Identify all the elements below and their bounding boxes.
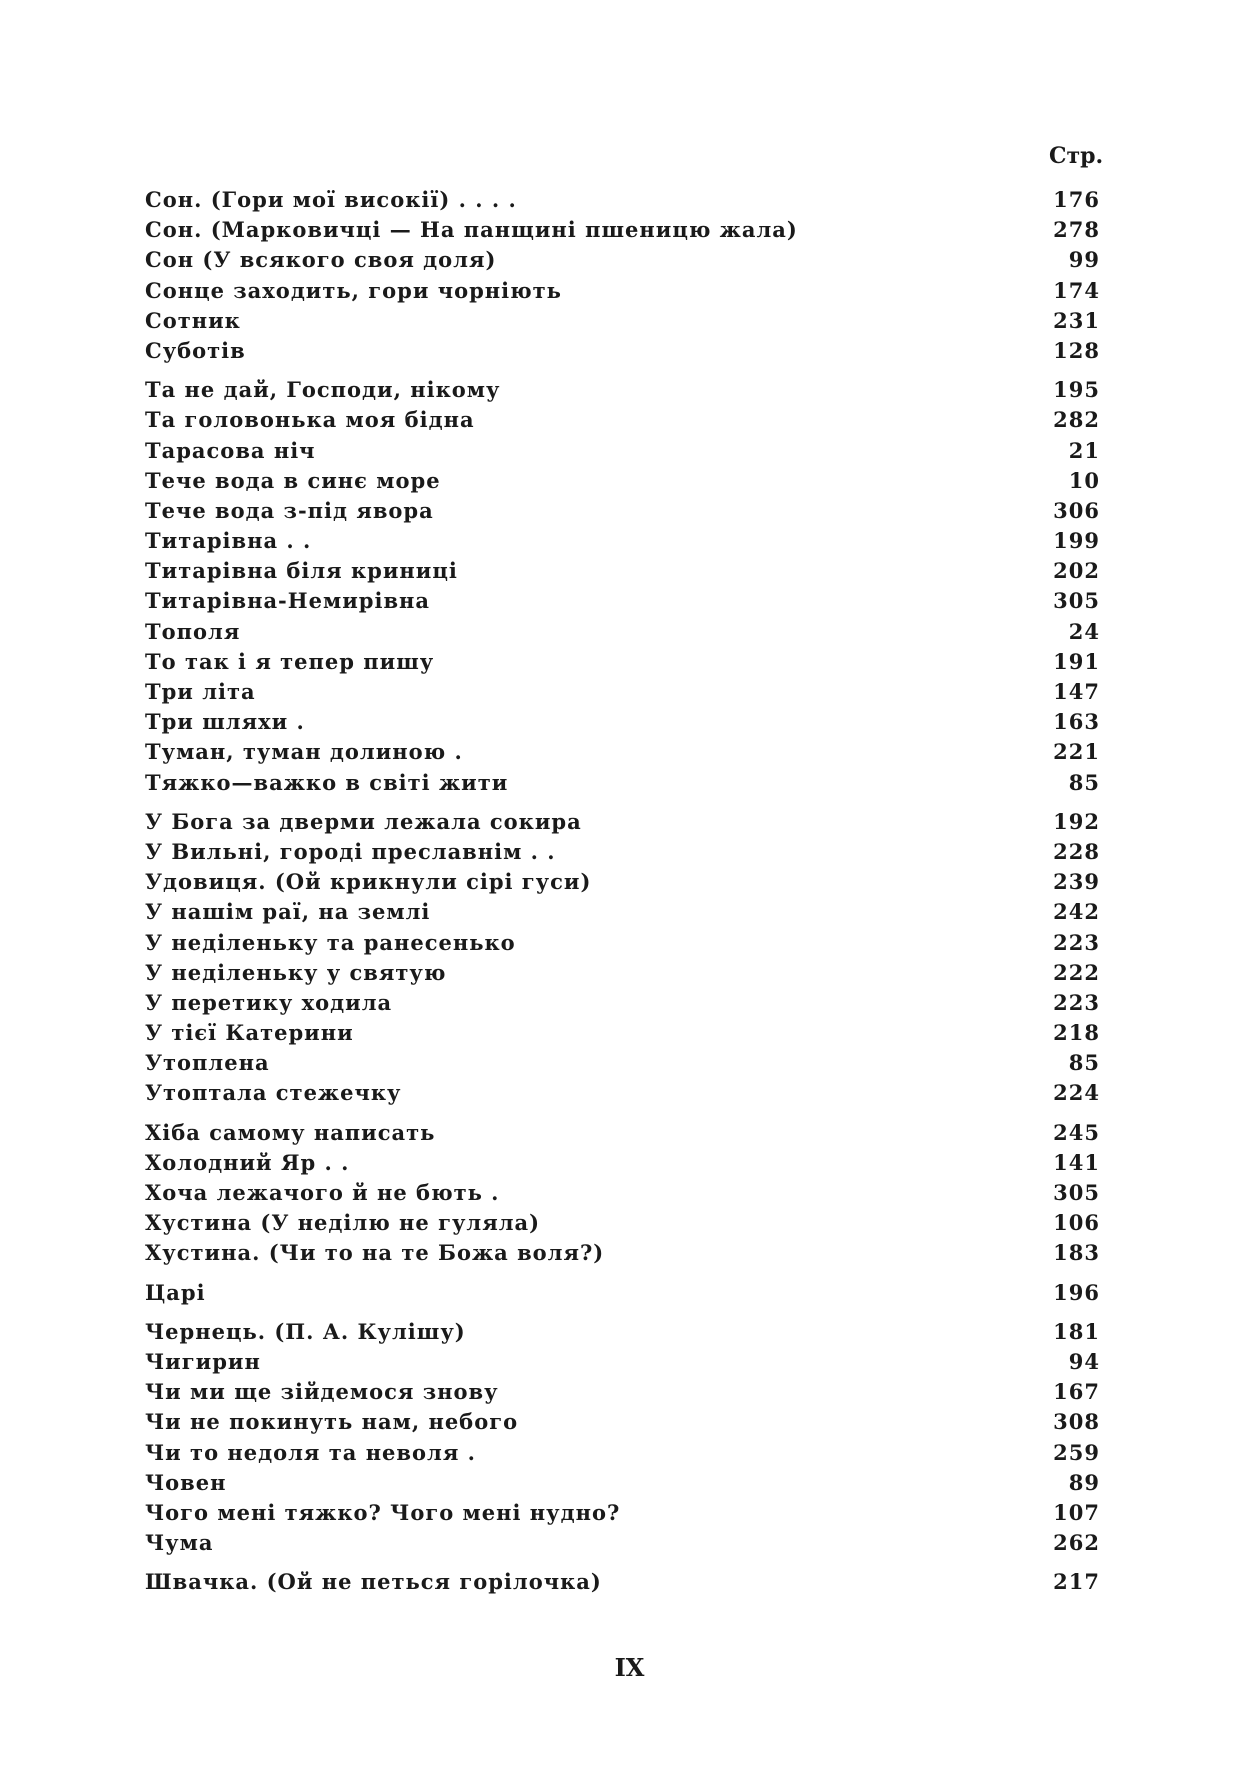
entry-page: 141 [1053,1149,1100,1175]
entry-page: 308 [1053,1409,1100,1435]
entry-page: 305 [1053,588,1100,614]
toc-entry [145,1567,1100,1597]
toc-entry [145,306,1100,336]
entry-title: Сотник [145,307,241,333]
entry-title: Чи то недоля та неволя . [145,1439,476,1465]
entry-page: 199 [1053,528,1100,554]
entry-page: 217 [1053,1569,1100,1595]
toc-entry [145,1347,1100,1377]
toc-entry [145,375,1100,405]
entry-title: Титарівна . . [145,528,312,554]
toc-entry [145,1528,1100,1558]
entry-page: 195 [1053,377,1100,403]
entry-title: У нашім раї, на землі [145,899,431,925]
entry-title: Тече вода з-під явора [145,497,434,523]
entry-title: Туман, туман долиною . [145,739,463,765]
entry-page: 282 [1053,407,1100,433]
toc-entry [145,677,1100,707]
entry-page: 176 [1053,187,1100,212]
entry-title: Титарівна-Немирівна [145,588,431,614]
entry-title: Хіба самому написать [145,1119,436,1145]
entry-page: 305 [1053,1180,1100,1205]
entry-page: 147 [1053,679,1100,704]
entry-title: У Вильні, городі преславнім . . [145,838,556,864]
toc-entry [145,1278,1100,1308]
entry-page: 222 [1053,959,1100,985]
toc-entry [145,647,1100,677]
entry-page: 89 [1068,1469,1100,1495]
entry-title: Титарівна біля криниці [145,558,458,584]
entry-title: Сонце заходить, гори чорніють [145,277,562,303]
entry-title: Чи не покинуть нам, небого [145,1409,519,1435]
toc-entry [145,556,1100,586]
entry-title: Тече вода в синє море [145,467,441,493]
entry-page: 99 [1068,247,1100,273]
entry-page: 106 [1053,1210,1100,1236]
entry-page: 10 [1068,467,1100,493]
toc-entry [145,1048,1100,1078]
toc-entry [145,1438,1100,1468]
page-column-header: Стр. [1049,143,1104,169]
entry-page: 191 [1053,648,1100,674]
entry-page: 192 [1053,808,1100,834]
toc-entry [145,867,1100,897]
toc-entry [145,185,1100,215]
page-number: IX [614,1653,645,1682]
entry-page: 85 [1068,769,1100,795]
entry-page: 221 [1053,739,1100,765]
entry-title: Та головонька моя бідна [145,407,475,433]
toc-entry [145,768,1100,798]
toc-entry [145,405,1100,435]
toc-entry [145,336,1100,366]
entry-page: 174 [1053,277,1100,303]
entry-title: Чернець. (П. А. Кулішу) [145,1318,466,1344]
entry-title: Три шляхи . [145,709,305,735]
entry-page: 196 [1053,1279,1100,1305]
entry-title: Утоптала стежечку [145,1080,402,1106]
entry-title: Тяжко—важко в світі жити [145,769,509,795]
toc-entry [145,928,1100,958]
entry-title: Хоча лежачого й не бють . [145,1180,500,1205]
entry-page: 278 [1053,217,1100,243]
entry-title: У перетику ходила [145,989,393,1015]
entry-title: Тополя [145,618,241,644]
toc-entry [145,837,1100,867]
toc-entry [145,1118,1100,1148]
entry-page: 306 [1053,497,1100,523]
entry-page: 24 [1068,618,1100,644]
entry-title: Три літа [145,679,256,704]
entry-title: Сон. (Гори мої високії) . . . . [145,187,517,212]
entry-title: У Бога за дверми лежала сокира [145,808,582,834]
entry-title: То так і я тепер пишу [145,648,435,674]
entry-title: Човен [145,1469,227,1495]
entry-title: Тарасова ніч [145,437,316,463]
entry-page: 224 [1053,1080,1100,1106]
entry-page: 128 [1053,337,1100,363]
entry-page: 181 [1053,1318,1100,1344]
entry-title: Чума [145,1530,214,1556]
entry-page: 239 [1053,869,1100,895]
entry-title: Чого мені тяжко? Чого мені нудно? [145,1499,621,1525]
entry-title: Утоплена [145,1050,270,1076]
entry-page: 223 [1053,929,1100,955]
entry-title: Сон. (Марковичці — На панщині пшеницю жала) [145,217,798,243]
toc-entry [145,245,1100,275]
entry-page: 183 [1053,1240,1100,1266]
toc-entry [145,526,1100,556]
entry-page: 245 [1053,1119,1100,1145]
toc-entry [145,436,1100,466]
entry-title: У тієї Катерини [145,1020,354,1046]
entry-title: Хустина. (Чи то на те Божа воля?) [145,1240,605,1266]
toc-entry [145,617,1100,647]
toc-entry [145,586,1100,616]
entry-title: Холодний Яр . . [145,1149,350,1175]
toc-entry [145,1468,1100,1498]
table-of-contents [145,185,1100,1597]
entry-page: 94 [1068,1348,1100,1374]
entry-page: 21 [1068,437,1100,463]
toc-entry [145,1078,1100,1108]
entry-page: 167 [1053,1379,1100,1405]
entry-title: У неділеньку у святую [145,959,447,985]
entry-title: Швачка. (Ой не петься горілочка) [145,1569,602,1595]
toc-entry [145,1317,1100,1347]
entry-page: 107 [1053,1499,1100,1525]
entry-page: 163 [1053,709,1100,735]
entry-title: Удовиця. (Ой крикнули сірі гуси) [145,869,592,895]
toc-entry [145,897,1100,927]
toc-entry [145,1407,1100,1437]
entry-page: 223 [1053,989,1100,1015]
entry-title: У неділеньку та ранесенько [145,929,516,955]
toc-entry [145,958,1100,988]
entry-page: 231 [1053,307,1100,333]
toc-entry [145,988,1100,1018]
toc-entry [145,1018,1100,1048]
toc-entry [145,807,1100,837]
entry-page: 262 [1053,1530,1100,1556]
toc-entry [145,276,1100,306]
entry-page: 228 [1053,838,1100,864]
entry-title: Та не дай, Господи, нікому [145,377,501,403]
toc-entry [145,707,1100,737]
entry-title: Суботів [145,337,246,363]
toc-entry [145,1377,1100,1407]
toc-entry [145,1208,1100,1238]
entry-title: Хустина (У неділю не гуляла) [145,1210,541,1236]
toc-entry [145,496,1100,526]
entry-title: Сон (У всякого своя доля) [145,247,497,273]
entry-title: Чигирин [145,1348,261,1374]
entry-page: 218 [1053,1020,1100,1046]
entry-page: 85 [1068,1050,1100,1076]
toc-entry [145,1148,1100,1178]
entry-page: 202 [1053,558,1100,584]
toc-entry [145,1498,1100,1528]
entry-page: 259 [1053,1439,1100,1465]
toc-entry [145,466,1100,496]
entry-title: Царі [145,1279,206,1305]
toc-entry [145,1178,1100,1208]
toc-entry [145,1238,1100,1268]
entry-title: Чи ми ще зійдемося знову [145,1379,499,1405]
toc-entry [145,737,1100,767]
entry-page: 242 [1053,899,1100,925]
toc-entry [145,215,1100,245]
